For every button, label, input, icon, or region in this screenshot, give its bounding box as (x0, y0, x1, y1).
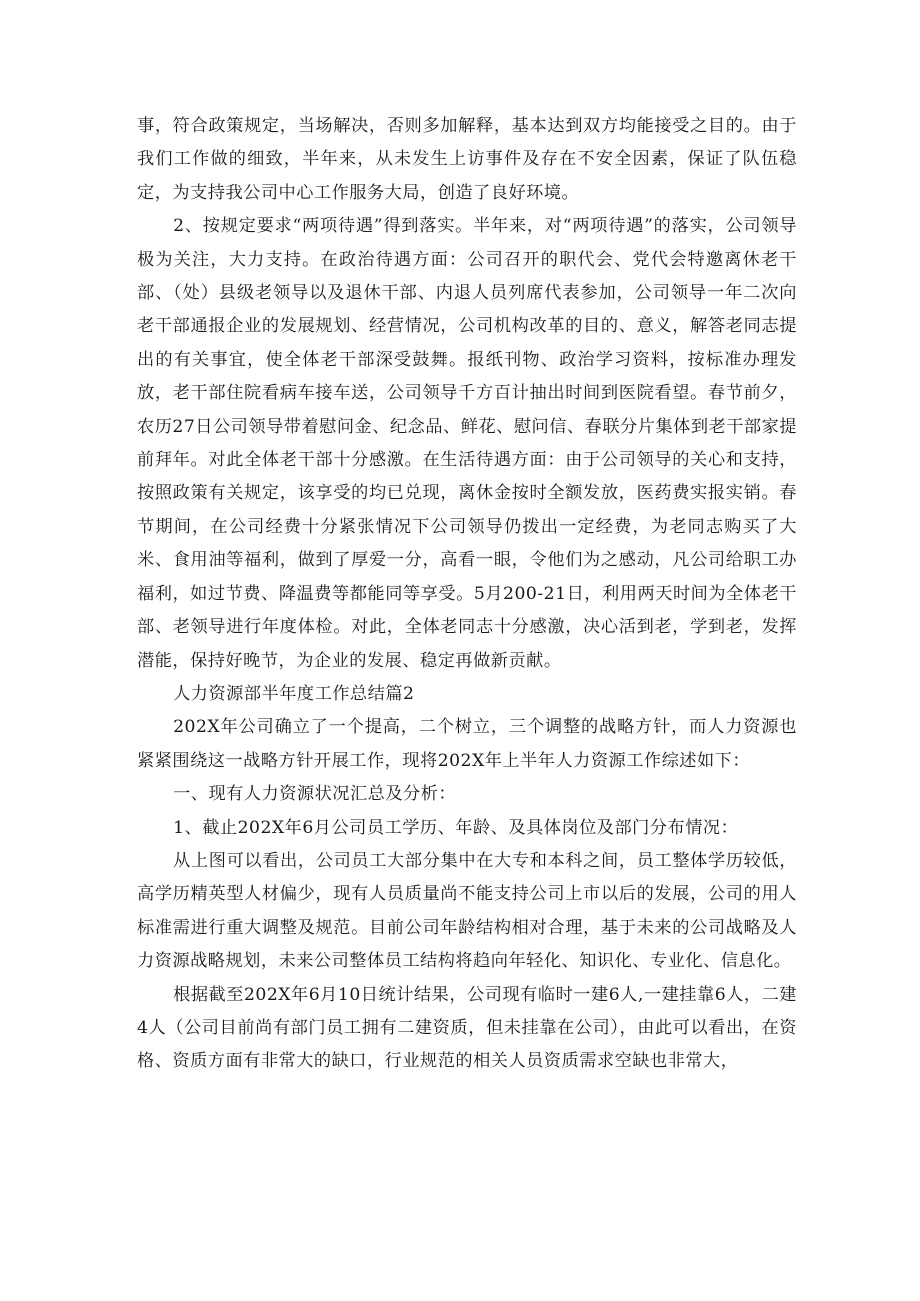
paragraph-4: 从上图可以看出，公司员工大部分集中在大专和本科之间，员工整体学历较低，高学历精英型人材偏少，现有人员质量尚不能支持公司上市以后的发展，公司的用人标准需进行重大调整及规范。目前公司年龄结构相对合理，基于未来的公司战略及人力资源战略规划，未来公司整体员工结构将趋向年轻化、知识化、专业化、信息化。 (137, 850, 797, 972)
section-heading-1: 一、现有人力资源状况汇总及分析： (173, 784, 457, 805)
paragraph-1: 事，符合政策规定，当场解决，否则多加解释，基本达到双方均能接受之目的。由于我们工作做的细致，半年来，从未发生上访事件及存在不安全因素，保证了队伍稳定，为支持我公司中心工作服务大局，创造了良好环境。 (137, 116, 797, 203)
paragraph-5: 根据截至202X年6月10日统计结果，公司现有临时一建6人,一建挂靠6人，二建4人（公司目前尚有部门员工拥有二建资质，但未挂靠在公司），由此可以看出，在资格、资质方面有非常大的缺口，行业规范的相关人员资质需求空缺也非常大， (137, 984, 797, 1072)
paragraph-2: 2、按规定要求“两项待遇”得到落实。半年来，对“两项待遇”的落实，公司领导极为关注，大力支持。在政治待遇方面：公司召开的职代会、党代会特邀离休老干部、（处）县级老领导以及退休干部、内退人员列席代表参加，公司领导一年二次向老干部通报企业的发展规划、经营情况，公司机构改革的目的、意义，解答老同志提出的有关事宜，使全体老干部深受鼓舞。报纸刊物、政治学习资料，按标准办理发放，老干部住院看病车接车送，公司领导千方百计抽出时间到医院看望。春节前夕，农历27日公司领导带着慰问金、纪念品、鲜花、慰问信、春联分片集体到老干部家提前拜年。对此全体老干部十分感激。在生活待遇方面：由于公司领导的关心和支持，按照政策有关规定，该享受的均已兑现，离休金按时全额发放，医药费实报实销。春节期间，在公司经费十分紧张情况下公司领导仍拨出一定经费，为老同志购买了大米、食用油等福利，做到了厚爱一分，高看一眼，令他们为之感动，凡公司给职工办福利，如过节费、降温费等都能同等享受。5月200-21日，利用两天时间为全体老干部、老领导进行年度体检。对此，全体老同志十分感激，决心活到老，学到老，发挥潜能，保持好晚节，为企业的发展、稳定再做新贡献。 (137, 216, 797, 671)
sub-heading-1: 1、截止202X年6月公司员工学历、年龄、及具体岗位及部门分布情况： (173, 817, 739, 838)
paragraph-3: 202X年公司确立了一个提高，二个树立，三个调整的战略方针，而人力资源也紧紧围绕这一战略方针开展工作，现将202X年上半年人力资源工作综述如下： (137, 717, 797, 771)
section-title: 人力资源部半年度工作总结篇2 (173, 683, 415, 704)
document-body (137, 110, 797, 1079)
